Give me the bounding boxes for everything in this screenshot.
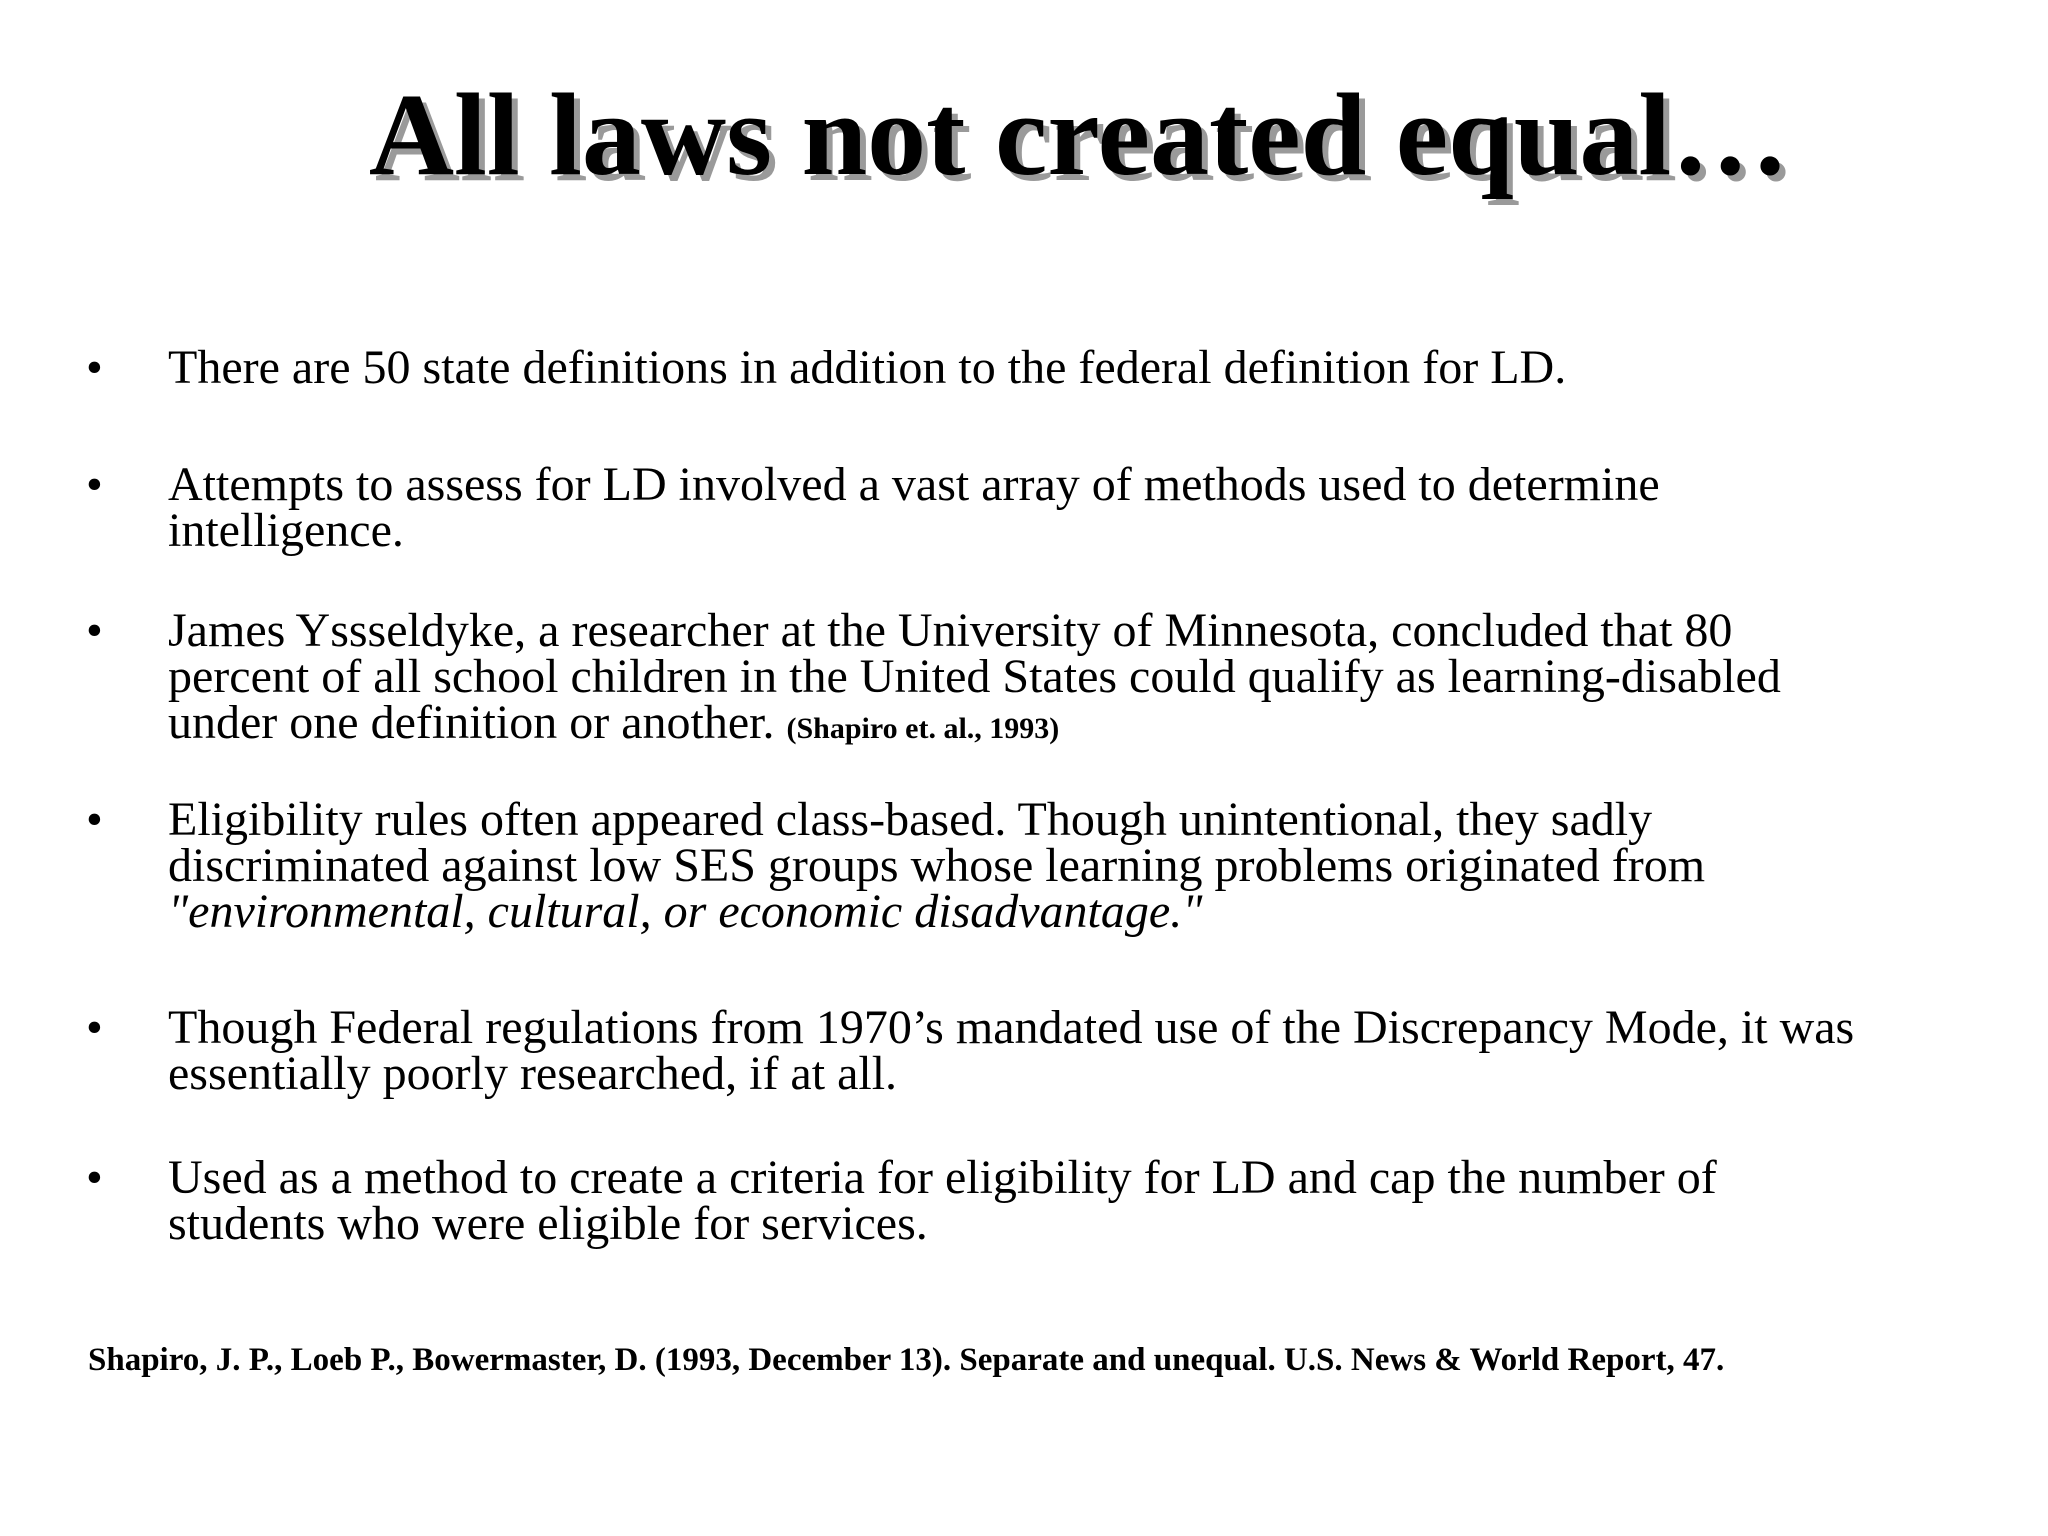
bullet-line: discriminated against low SES groups whose learning problems originated from [168, 839, 1706, 892]
bullet-line: There are 50 state definitions in addition to the federal definition for LD. [168, 341, 1567, 394]
bullet-line-with-citation [168, 696, 2008, 752]
bullet-marker: • [86, 1001, 103, 1054]
bullet-text [168, 1001, 2008, 1100]
quoted-phrase: "environmental, cultural, or economic disadvantage." [168, 885, 1203, 938]
bullet-line: under one definition or another. [168, 696, 775, 749]
bullet-text [168, 458, 2008, 557]
bullet-marker: • [86, 341, 103, 394]
bullet-marker: • [86, 793, 103, 846]
bullet-line: Eligibility rules often appeared class-based. Though unintentional, they sadly [168, 793, 1653, 846]
inline-citation: (Shapiro et. al., 1993) [786, 712, 1060, 745]
bullet-line: James Yssseldyke, a researcher at the University of Minnesota, concluded that 80 [168, 604, 1733, 657]
reference-citation: Shapiro, J. P., Loeb P., Bowermaster, D. (1993, December 13). Separate and unequal. U.S. News & World Report, 47. [88, 1342, 1725, 1378]
bullet-line: Used as a method to create a criteria for eligibility for LD and cap the number of [168, 1151, 1717, 1204]
bullet-text [168, 341, 2008, 394]
bullet-line: intelligence. [168, 504, 404, 557]
bullet-marker: • [86, 458, 103, 511]
bullet-text [168, 1151, 2008, 1250]
bullet-line: essentially poorly researched, if at all. [168, 1047, 898, 1100]
bullet-line: Though Federal regulations from 1970’s mandated use of the Discrepancy Mode, it was [168, 1001, 1855, 1054]
bullet-marker: • [86, 604, 103, 657]
bullet-line: students who were eligible for services. [168, 1197, 928, 1250]
bullet-line: percent of all school children in the United States could qualify as learning-disabled [168, 650, 1781, 703]
slide-title: All laws not created equal… [368, 69, 1790, 200]
bullet-line: Attempts to assess for LD involved a vast array of methods used to determine [168, 458, 1660, 511]
bullet-text [168, 793, 2008, 938]
bullet-marker: • [86, 1151, 103, 1204]
bullet-text [168, 604, 2008, 752]
